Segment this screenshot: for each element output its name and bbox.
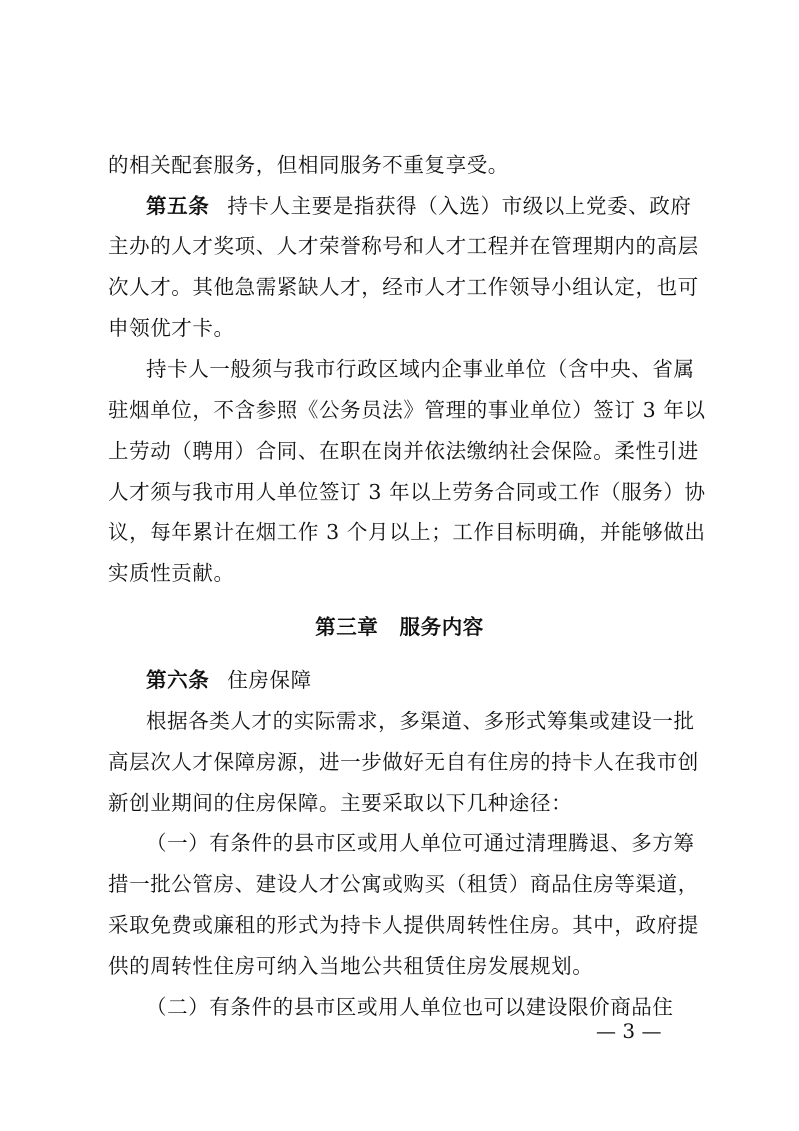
text-line: 申领优才卡。 [108,316,235,340]
text-line: 高层次人才保障房源，进一步做好无自有住房的持卡人在我市创 [108,750,699,774]
text-line: 上劳动（聘用）合同、在职在岗并依法缴纳社会保险。柔性引进 [108,439,699,463]
text-line: 采取免费或廉租的形式为持卡人提供周转性住房。其中，政府提 [108,913,699,937]
text-line: 次人才。其他急需紧缺人才，经市人才工作领导小组认定，也可 [108,275,699,299]
article-6-title: 住房保障 [227,668,312,692]
chapter-heading: 第三章 服务内容 [315,615,484,639]
text-line: 措一批公管房、建设人才公寓或购买（租赁）商品住房等渠道， [108,872,699,896]
text-line: 新创业期间的住房保障。主要采取以下几种途径： [108,791,573,815]
text-line: 的相关配套服务，但相同服务不重复享受。 [108,153,509,177]
text-line: 主办的人才奖项、人才荣誉称号和人才工程并在管理期内的高层 [108,234,699,258]
text-line: 持卡人一般须与我市行政区域内企事业单位（含中央、省属 [146,357,695,381]
article-5-first-line [146,194,708,218]
text-line: 人才须与我市用人单位签订 3 年以上劳务合同或工作（服务）协 [108,480,706,504]
text-line: 根据各类人才的实际需求，多渠道、多形式筹集或建设一批 [146,709,695,733]
text-line: （二）有条件的县市区或用人单位也可以建设限价商品住 [146,995,674,1019]
article-5-text: 持卡人主要是指获得（入选）市级以上党委、政府 [227,194,692,218]
article-5-label: 第五条 [146,194,210,218]
page-number: — 3 — [596,1019,662,1043]
text-line: 实质性贡献。 [108,561,235,585]
article-6-label: 第六条 [146,668,210,692]
article-6-first-line [146,668,708,692]
text-line: 议，每年累计在烟工作 3 个月以上；工作目标明确，并能够做出 [108,520,706,544]
text-line: （一）有条件的县市区或用人单位可通过清理腾退、多方筹 [146,831,695,855]
text-line: 驻烟单位，不含参照《公务员法》管理的事业单位）签订 3 年以 [108,398,706,422]
text-line: 供的周转性住房可纳入当地公共租赁住房发展规划。 [108,954,594,978]
